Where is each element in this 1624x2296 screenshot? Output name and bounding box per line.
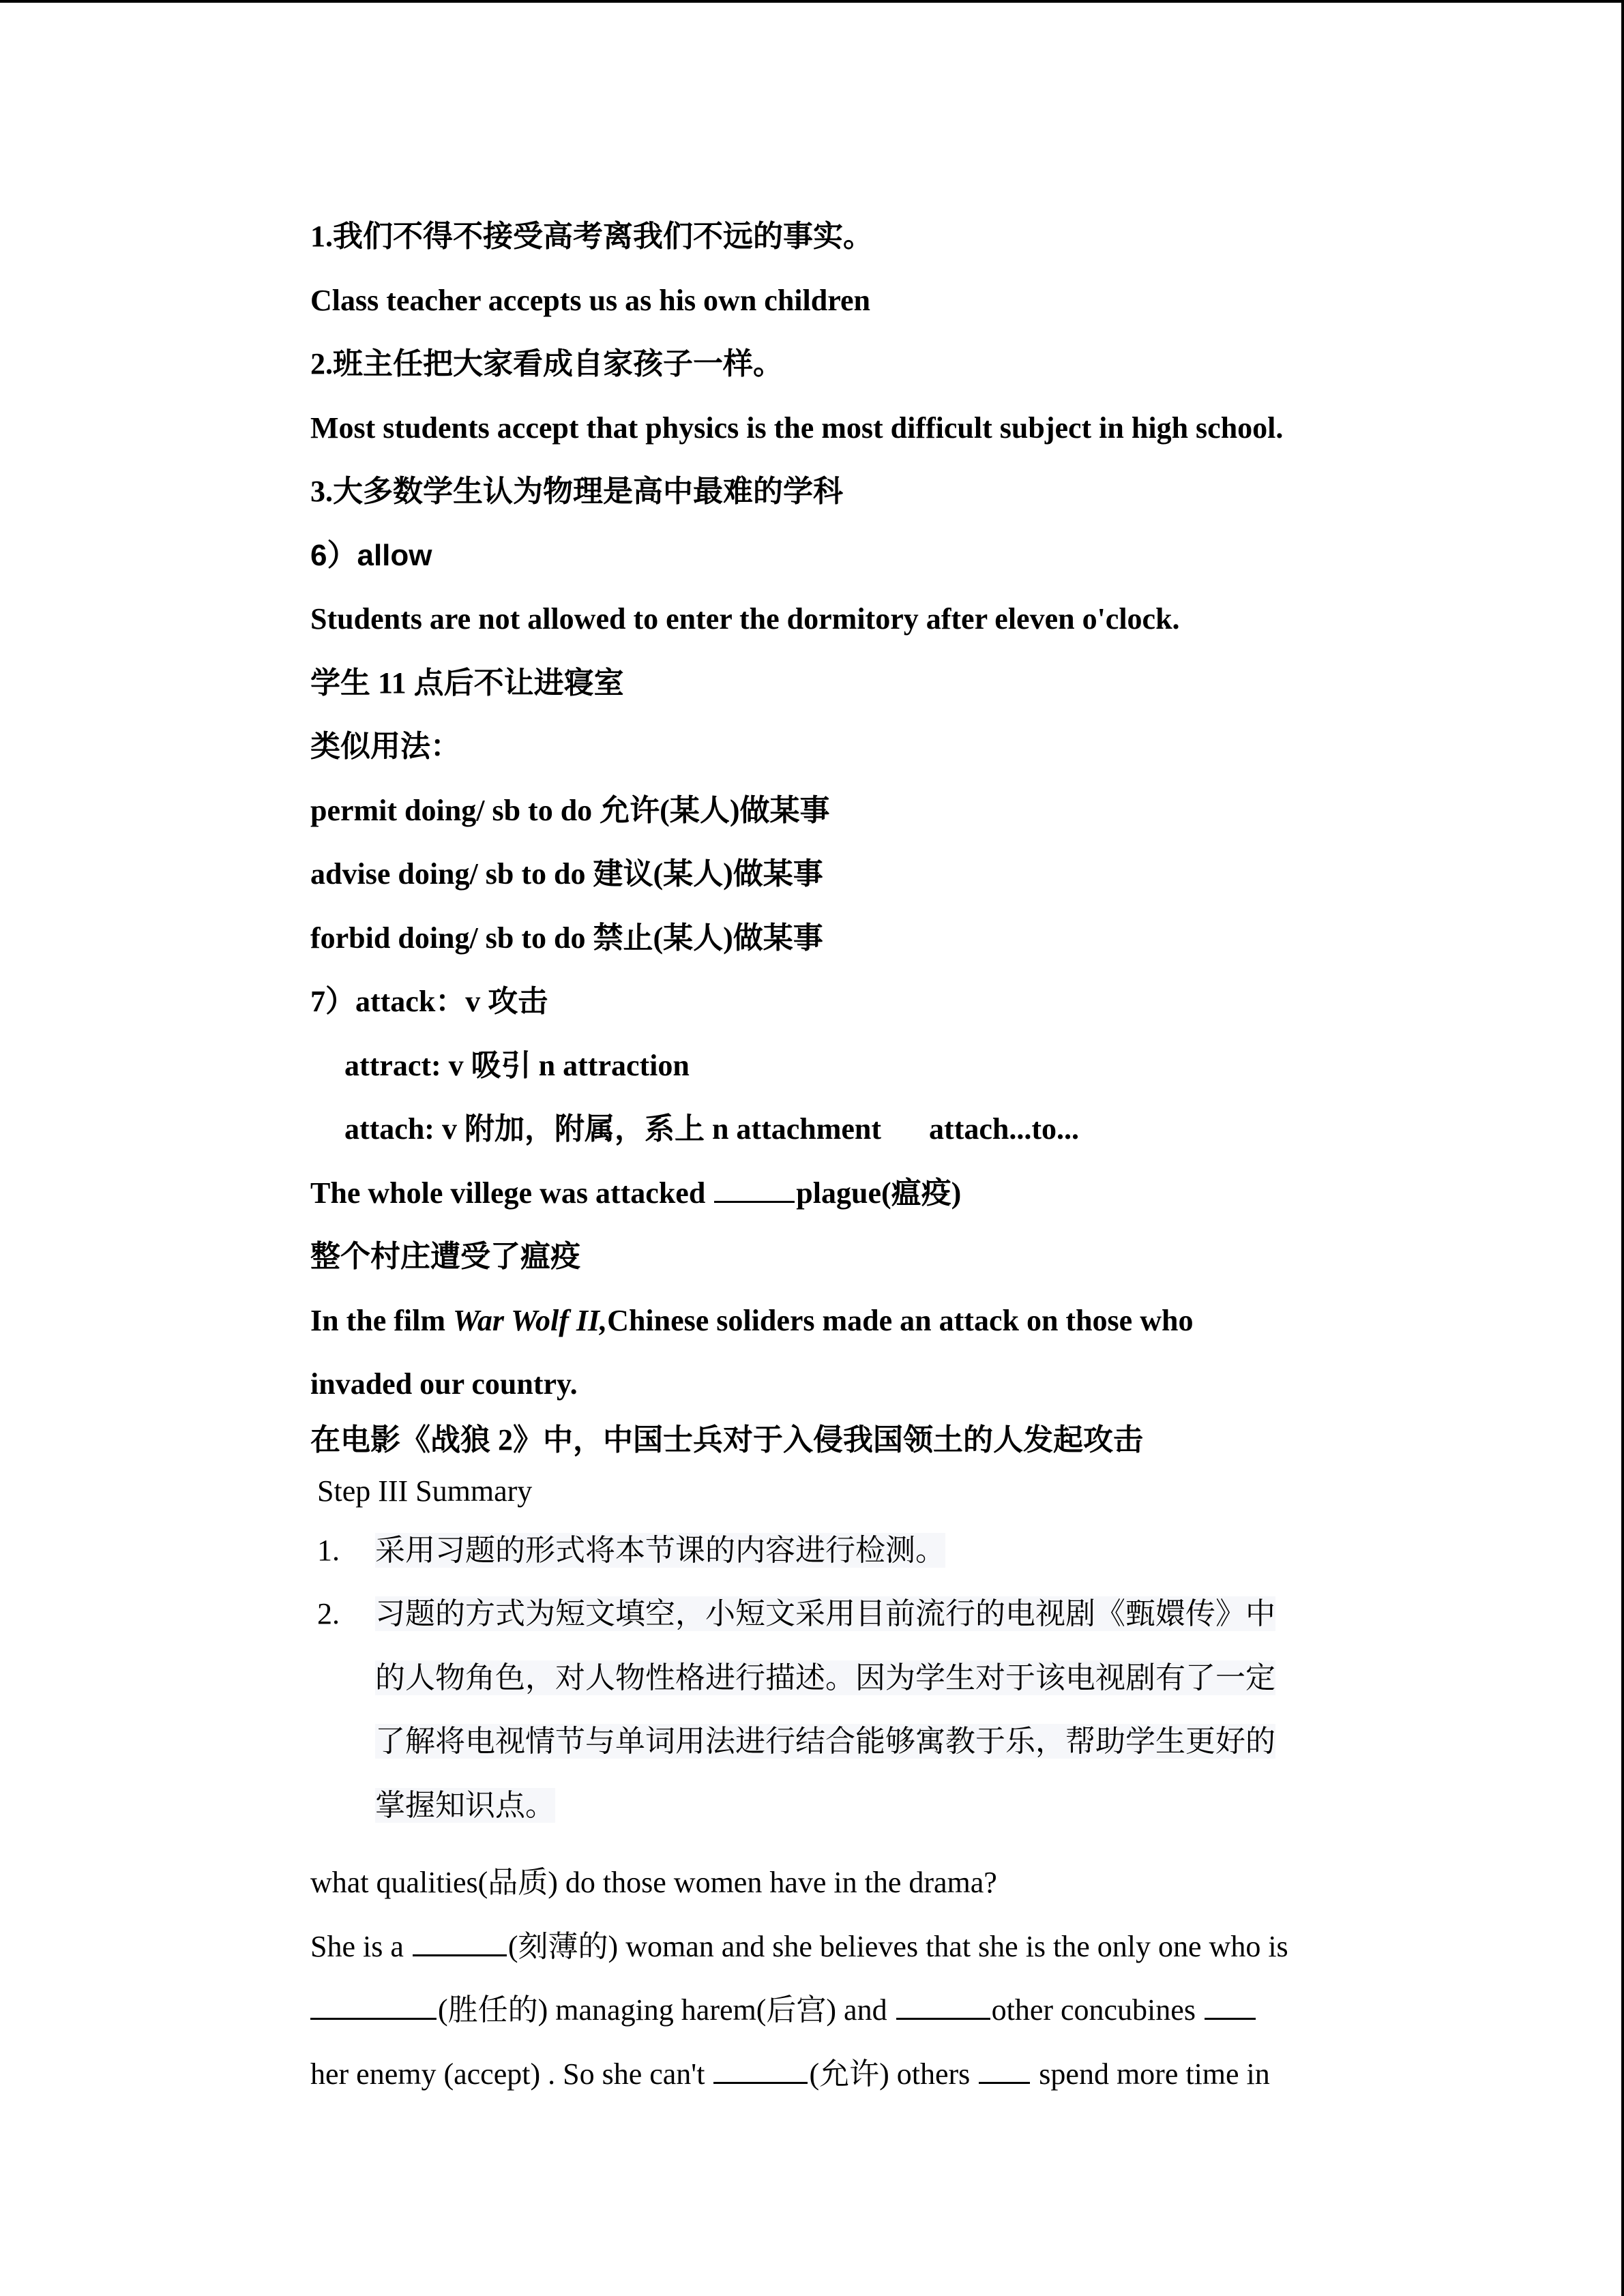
exercise-1a: She is a [310, 1929, 411, 1963]
line-attach [310, 1097, 1415, 1161]
exercise-3c: spend more time in [1031, 2057, 1270, 2091]
summary-title: Step III Summary [317, 1474, 533, 1508]
film-rest: Chinese soliders made an attack on those who [607, 1303, 1194, 1337]
summary-item-1-text: 采用习题的形式将本节课的内容进行检测。 [375, 1532, 945, 1568]
page-right-border [1621, 0, 1624, 2296]
summary-item-2-row-1: 习题的方式为短文填空，小短文采用目前流行的电视剧《甄嬛传》中 [375, 1596, 1275, 1631]
attach-to: attach...to... [929, 1112, 1080, 1146]
exercise-line-3 [310, 2042, 1415, 2106]
film-prefix: In the film [310, 1303, 453, 1337]
exercise-2a: (胜任的) managing harem(后宫) and [438, 1993, 895, 2027]
blank-2 [413, 1927, 507, 1956]
summary-item-2 [310, 1582, 1415, 1837]
blank-3 [310, 1991, 437, 2020]
summary-item-2-row-3: 了解将电视情节与单词用法进行结合能够寓教于乐，帮助学生更好的 [375, 1724, 1275, 1759]
line-attract: attract: v 吸引 n attraction [344, 1048, 690, 1082]
blank-6 [713, 2055, 808, 2084]
summary-item-2-row-2: 的人物角色，对人物性格进行描述。因为学生对于该电视剧有了一定 [375, 1660, 1275, 1695]
exercise-line-2 [310, 1978, 1415, 2042]
line-9: 类似用法： [310, 730, 460, 763]
blank-7 [979, 2055, 1030, 2084]
line-7: Students are not allowed to enter the dormitory after eleven o'clock. [310, 602, 1180, 636]
line-17: 整个村庄遭受了瘟疫 [310, 1240, 580, 1273]
exercise-2b: other concubines [991, 1993, 1203, 2027]
line-5: 3.大多数学生认为物理是高中最难的学科 [310, 475, 843, 508]
blank-5 [1205, 1991, 1256, 2020]
line-8: 学生 11 点后不让进寝室 [310, 666, 624, 700]
line-1: 1.我们不得不接受高考离我们不远的事实。 [310, 220, 873, 253]
summary-item-1-number: 1. [317, 1533, 340, 1567]
blank-4 [896, 1991, 990, 2020]
summary-item-2-number: 2. [317, 1597, 340, 1630]
exercise-line-1 [310, 1915, 1415, 1979]
line-village [310, 1161, 1415, 1225]
page-top-border [0, 0, 1624, 3]
line-film [310, 1289, 1415, 1353]
line-4: Most students accept that physics is the most difficult subject in high school. [310, 411, 1284, 445]
line-3: 2.班主任把大家看成自家孩子一样。 [310, 347, 783, 381]
line-20: 在电影《战狼 2》中，中国士兵对于入侵我国领土的人发起攻击 [310, 1422, 1143, 1457]
line-2: Class teacher accepts us as his own children [310, 283, 870, 317]
exercise-3b: (允许) others [809, 2057, 978, 2091]
heading-allow: 6）allow [310, 538, 432, 572]
heading-attack: 7）attack：v 攻击 [310, 985, 548, 1018]
line-19: invaded our country. [310, 1367, 578, 1401]
line-permit: permit doing/ sb to do 允许(某人)做某事 [310, 793, 830, 827]
summary-item-1 [310, 1519, 1415, 1583]
attach-def: attach: v 附加，附属，系上 n attachment [344, 1112, 882, 1146]
film-title: War Wolf II, [453, 1303, 608, 1337]
line-advise: advise doing/ sb to do 建议(某人)做某事 [310, 857, 823, 891]
summary-item-2-row-4: 掌握知识点。 [375, 1787, 555, 1823]
line-forbid: forbid doing/ sb to do 禁止(某人)做某事 [310, 921, 823, 955]
exercise-question: what qualities(品质) do those women have in the drama? [310, 1866, 997, 1899]
document-page [310, 205, 1415, 2106]
blank-1 [714, 1174, 795, 1203]
exercise-1b: (刻薄的) woman and she believes that she is the only one who is [507, 1929, 1288, 1963]
village-text: The whole villege was attacked [310, 1176, 713, 1210]
exercise-3a: her enemy (accept) . So she can't [310, 2057, 713, 2091]
plague-text: plague(瘟疫) [796, 1176, 962, 1210]
